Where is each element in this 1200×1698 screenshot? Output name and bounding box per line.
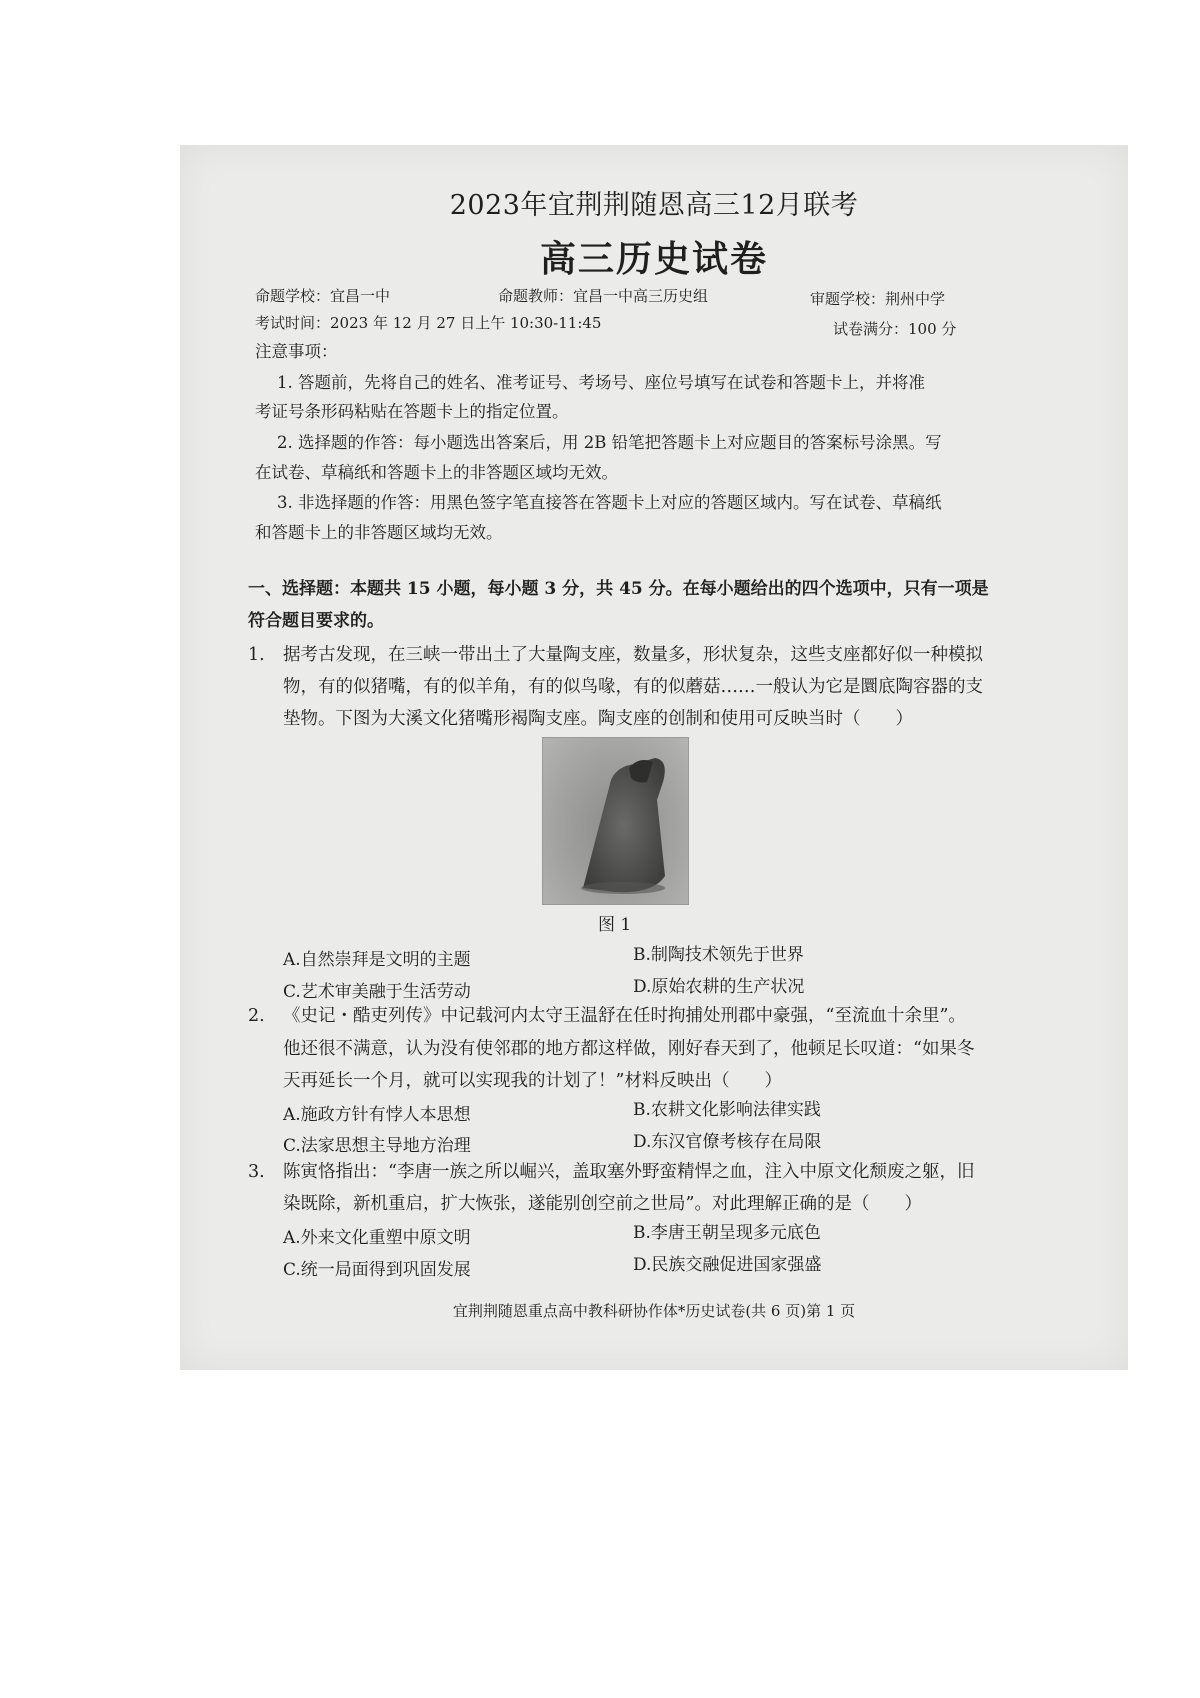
note-1-line-1: 1. 答题前，先将自己的姓名、准考证号、考场号、座位号填写在试卷和答题卡上，并将准 xyxy=(277,373,925,392)
q2-option-c: C.法家思想主导地方治理 xyxy=(283,1136,471,1156)
note-3-line-2: 和答题卡上的非答题区域均无效。 xyxy=(255,523,503,542)
q1-number: 1. xyxy=(248,645,265,665)
q2-line-2: 他还很不满意，认为没有使邻郡的地方都这样做，刚好春天到了，他顿足长叹道：“如果冬 xyxy=(283,1039,975,1059)
figure-1-caption: 图 1 xyxy=(598,915,632,935)
q2-option-b: B.农耕文化影响法律实践 xyxy=(633,1100,821,1120)
section-1-heading-cont: 符合题目要求的。 xyxy=(248,611,384,631)
teacher-label: 命题教师：宜昌一中高三历史组 xyxy=(498,287,709,305)
q3-option-b: B.李唐王朝呈现多元底色 xyxy=(633,1223,821,1243)
q2-number: 2. xyxy=(248,1006,265,1026)
q2-option-d: D.东汉官僚考核存在局限 xyxy=(633,1132,822,1152)
q1-line-2: 物，有的似猪嘴，有的似羊角，有的似鸟喙，有的似蘑菇……一般认为它是圜底陶容器的支 xyxy=(283,677,983,697)
exam-sheet xyxy=(180,145,1128,1370)
q3-option-c: C.统一局面得到巩固发展 xyxy=(283,1260,471,1280)
q1-option-a: A.自然崇拜是文明的主题 xyxy=(283,950,471,970)
section-1-heading: 一、选择题：本题共 15 小题，每小题 3 分，共 45 分。在每小题给出的四个选项中，只有一项是 xyxy=(248,579,989,599)
note-1-line-2: 考证号条形码粘贴在答题卡上的指定位置。 xyxy=(255,402,569,421)
q3-option-d: D.民族交融促进国家强盛 xyxy=(633,1255,822,1275)
score-label: 试卷满分：100 分 xyxy=(833,320,957,338)
note-2-line-2: 在试卷、草稿纸和答题卡上的非答题区域均无效。 xyxy=(255,463,618,482)
review-label: 审题学校：荆州中学 xyxy=(810,290,946,308)
exam-subtitle: 高三历史试卷 xyxy=(539,238,768,280)
pottery-stand-photo xyxy=(542,737,689,905)
notes-heading: 注意事项： xyxy=(255,342,338,361)
q2-option-a: A.施政方针有悖人本思想 xyxy=(283,1105,471,1125)
q3-number: 3. xyxy=(248,1162,265,1182)
pottery-stand-icon xyxy=(543,738,688,904)
exam-title: 2023年宜荆荆随恩高三12月联考 xyxy=(449,190,859,221)
q1-line-3: 垫物。下图为大溪文化猪嘴形褐陶支座。陶支座的创制和使用可反映当时（ ） xyxy=(283,709,913,729)
note-3-line-1: 3. 非选择题的作答：用黑色签字笔直接答在答题卡上对应的答题区域内。写在试卷、草稿纸 xyxy=(277,493,942,512)
q1-line-1: 据考古发现，在三峡一带出土了大量陶支座，数量多，形状复杂，这些支座都好似一种模拟 xyxy=(283,645,983,665)
q1-option-c: C.艺术审美融于生活劳动 xyxy=(283,982,471,1002)
page-footer: 宜荆荆随恩重点高中教科研协作体*历史试卷(共 6 页)第 1 页 xyxy=(452,1302,856,1320)
note-2-line-1: 2. 选择题的作答：每小题选出答案后，用 2B 铅笔把答题卡上对应题目的答案标号涂黑。写 xyxy=(277,433,942,452)
q3-line-2: 染既除，新机重启，扩大恢张，遂能别创空前之世局”。对此理解正确的是（ ） xyxy=(283,1194,922,1214)
q2-line-1: 《史记・酷吏列传》中记载河内太守王温舒在任时拘捕处刑郡中豪强，“至流血十余里”。 xyxy=(283,1006,966,1026)
q3-line-1: 陈寅恪指出：“李唐一族之所以崛兴，盖取塞外野蛮精悍之血，注入中原文化颓废之躯，旧 xyxy=(283,1162,975,1182)
q1-option-d: D.原始农耕的生产状况 xyxy=(633,977,805,997)
q2-line-3: 天再延长一个月，就可以实现我的计划了！”材料反映出（ ） xyxy=(283,1071,782,1091)
exam-time-label: 考试时间：2023 年 12 月 27 日上午 10:30-11:45 xyxy=(255,314,602,332)
q3-option-a: A.外来文化重塑中原文明 xyxy=(283,1228,471,1248)
q1-option-b: B.制陶技术领先于世界 xyxy=(633,945,804,965)
school-label: 命题学校：宜昌一中 xyxy=(255,287,391,305)
